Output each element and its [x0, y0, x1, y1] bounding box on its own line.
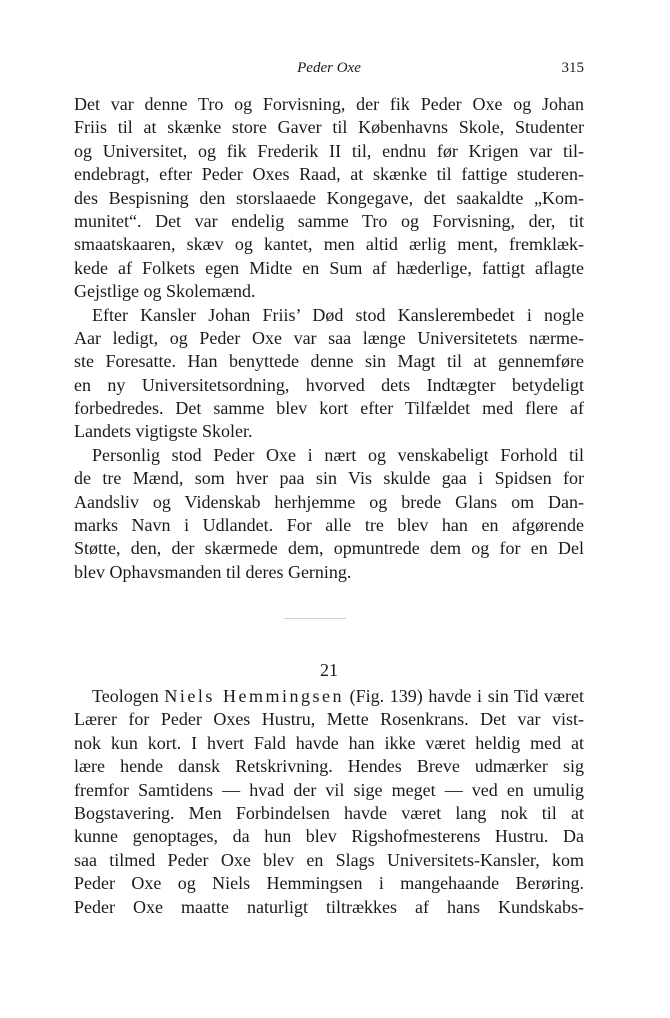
text-line: Lærer for Peder Oxes Hustru, Mette Rosenkrans. Det var vist- [74, 709, 584, 730]
text-line: endebragt, efter Peder Oxes Raad, at skænke til fattige studeren- [74, 164, 584, 185]
text-line: Friis til at skænke store Gaver til Københavns Skole, Studenter [74, 117, 584, 138]
text-line: kunne genoptages, da hun blev Rigshofmesterens Hustru. Da [74, 826, 584, 847]
section-number: 21 [320, 660, 338, 680]
text-line: Aandsliv og Videnskab herhjemme og brede Glans om Dan- [74, 491, 584, 512]
text-line: Landets vigtigste Skoler. [74, 421, 253, 442]
text-line: smaatskaaren, skæv og kantet, men altid ærlig ment, fremklæk- [74, 234, 584, 255]
text-line: Peder Oxe og Niels Hemmingsen i mangehaande Berøring. [74, 873, 584, 894]
running-title: Peder Oxe [297, 60, 361, 76]
person-name: Niels Hemmingsen [164, 686, 344, 706]
text-line: fremfor Samtidens — hvad der vil sige meget — ved en umulig [74, 779, 584, 800]
text-line: lære hende dansk Retskrivning. Hendes Breve udmærker sig [74, 756, 584, 777]
text-line: Personlig stod Peder Oxe i nært og venskabeligt Forhold til [92, 444, 584, 465]
text-line: saa tilmed Peder Oxe blev en Slags Universitets-Kansler, kom [74, 849, 584, 870]
text-line: Bogstavering. Men Forbindelsen havde været lang nok til at [74, 802, 584, 823]
text-line: Det var denne Tro og Forvisning, der fik Peder Oxe og Johan [74, 94, 584, 114]
page-header [74, 60, 584, 82]
text-line: nok kun kort. I hvert Fald havde han ikke været heldig med at [74, 732, 584, 753]
text-line: Støtte, den, der skærmede dem, opmuntrede dem og for en Del [74, 538, 584, 559]
text-line: forbedredes. Det samme blev kort efter Tilfældet med flere af [74, 398, 584, 419]
section-text-2 [74, 685, 584, 919]
text-line: og Universitet, og fik Frederik II til, endnu før Krigen var til- [74, 140, 584, 161]
text-line: blev Ophavsmanden til deres Gerning. [74, 561, 352, 582]
text-line: kede af Folkets egen Midte en Sum af hæderlige, fattigt aflagte [74, 257, 584, 278]
section-divider [284, 618, 346, 619]
text-line: Teologen Niels Hemmingsen (Fig. 139) havde i sin Tid været [92, 686, 585, 706]
page-number: 315 [561, 60, 584, 76]
text-line: Aar ledigt, og Peder Oxe var saa længe Universitetets nærme- [74, 327, 584, 348]
text-line: de tre Mænd, som hver paa sin Vis skulde gaa i Spidsen for [74, 468, 584, 489]
text-line: marks Navn i Udlandet. For alle tre blev han en afgørende [74, 515, 584, 536]
section-text-1 [74, 93, 584, 584]
text-line: Peder Oxe maatte naturligt tiltrækkes af hans Kundskabs- [74, 896, 584, 917]
text-line: Efter Kansler Johan Friis’ Død stod Kanslerembedet i nogle [92, 304, 584, 325]
text-line: ste Foresatte. Han benyttede denne sin Magt til at gennemføre [74, 351, 584, 372]
text-line: des Bespisning den storslaaede Kongegave, det saakaldte „Kom- [74, 187, 584, 208]
text-line: en ny Universitetsordning, hvorved dets Indtægter betydeligt [74, 374, 584, 395]
text-line: munitet“. Det var endelig samme Tro og Forvisning, der, tit [74, 210, 584, 231]
text-line: Gejstlige og Skolemænd. [74, 281, 256, 302]
